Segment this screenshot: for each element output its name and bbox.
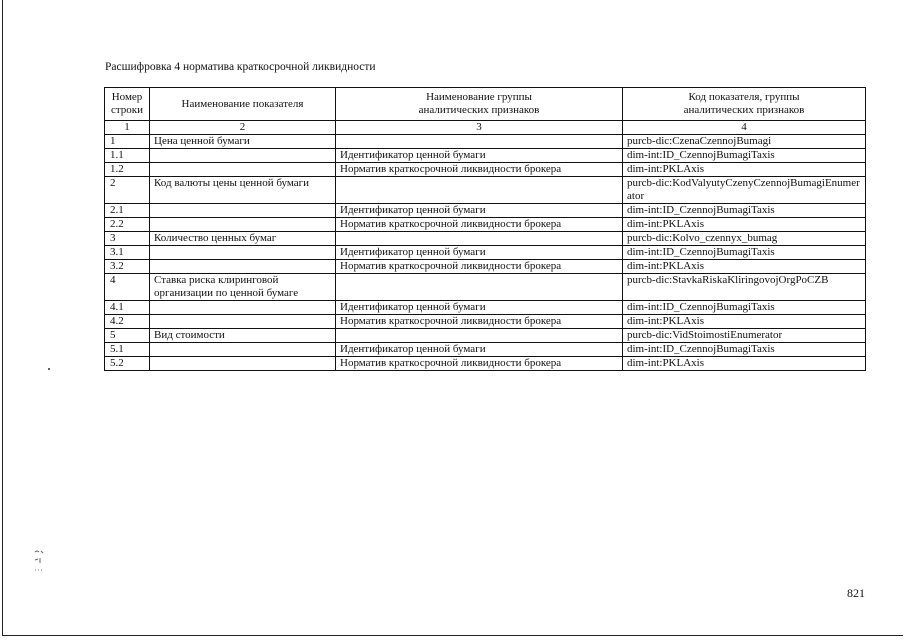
row-number-cell: 5.2 [105, 357, 150, 371]
row-number-cell: 3.1 [105, 246, 150, 260]
table-row [105, 315, 866, 329]
column-numbers-row [105, 121, 866, 135]
table-row [105, 301, 866, 315]
row-number-cell: 5.1 [105, 343, 150, 357]
document-title: Расшифровка 4 норматива краткосрочной ликвидности [105, 61, 376, 73]
indicator-name-cell [150, 315, 336, 329]
margin-mark [33, 549, 47, 579]
indicator-name-cell [150, 149, 336, 163]
group-name-cell: Идентификатор ценной бумаги [336, 149, 623, 163]
table-row [105, 204, 866, 218]
header-code: Код показателя, группы аналитических признаков [623, 88, 866, 121]
header-row-number: Номер строки [105, 88, 150, 121]
group-name-cell [336, 177, 623, 204]
row-number-cell: 2.1 [105, 204, 150, 218]
row-number-cell: 1.1 [105, 149, 150, 163]
code-cell: dim-int:ID_CzennojBumagiTaxis [623, 204, 866, 218]
indicator-name-cell: Количество ценных бумаг [150, 232, 336, 246]
table-row [105, 343, 866, 357]
row-number-cell: 4.1 [105, 301, 150, 315]
column-number: 3 [336, 121, 623, 135]
row-number-cell: 3 [105, 232, 150, 246]
column-number: 1 [105, 121, 150, 135]
group-name-cell: Идентификатор ценной бумаги [336, 301, 623, 315]
code-cell: dim-int:PKLAxis [623, 315, 866, 329]
row-number-cell: 3.2 [105, 260, 150, 274]
code-cell: purcb-dic:CzenaCzennojBumagi [623, 135, 866, 149]
group-name-cell: Норматив краткосрочной ликвидности брокера [336, 218, 623, 232]
table-row [105, 260, 866, 274]
code-cell: dim-int:PKLAxis [623, 218, 866, 232]
row-number-cell: 4 [105, 274, 150, 301]
table-row [105, 163, 866, 177]
header-group-name: Наименование группы аналитических признаков [336, 88, 623, 121]
group-name-cell: Норматив краткосрочной ликвидности брокера [336, 315, 623, 329]
table-row [105, 218, 866, 232]
row-number-cell: 4.2 [105, 315, 150, 329]
table-row [105, 135, 866, 149]
indicator-name-cell [150, 301, 336, 315]
table-row [105, 149, 866, 163]
indicator-name-cell [150, 246, 336, 260]
row-number-cell: 2.2 [105, 218, 150, 232]
column-number: 2 [150, 121, 336, 135]
code-cell: purcb-dic:Kolvo_czennyx_bumag [623, 232, 866, 246]
scan-speck [48, 368, 50, 370]
indicator-name-cell [150, 163, 336, 177]
code-cell: dim-int:ID_CzennojBumagiTaxis [623, 343, 866, 357]
table-row [105, 274, 866, 301]
indicator-name-cell: Ставка риска клиринговой организации по ценной бумаге [150, 274, 336, 301]
code-cell: purcb-dic:StavkaRiskaKliringovojOrgPoCZB [623, 274, 866, 301]
row-number-cell: 1.2 [105, 163, 150, 177]
indicator-name-cell [150, 343, 336, 357]
row-number-cell: 2 [105, 177, 150, 204]
code-cell: purcb-dic:KodValyutyCzenyCzennojBumagiEnumerator [623, 177, 866, 204]
indicator-name-cell [150, 357, 336, 371]
code-cell: purcb-dic:VidStoimostiEnumerator [623, 329, 866, 343]
indicator-name-cell: Код валюты цены ценной бумаги [150, 177, 336, 204]
group-name-cell: Норматив краткосрочной ликвидности брокера [336, 357, 623, 371]
liquidity-table [104, 87, 866, 371]
group-name-cell [336, 329, 623, 343]
code-cell: dim-int:PKLAxis [623, 260, 866, 274]
table-body [105, 135, 866, 371]
column-number: 4 [623, 121, 866, 135]
table-row [105, 232, 866, 246]
table-row [105, 357, 866, 371]
indicator-name-cell [150, 204, 336, 218]
table-row [105, 329, 866, 343]
group-name-cell: Идентификатор ценной бумаги [336, 246, 623, 260]
indicator-name-cell [150, 260, 336, 274]
indicator-name-cell: Цена ценной бумаги [150, 135, 336, 149]
table-row [105, 246, 866, 260]
code-cell: dim-int:ID_CzennojBumagiTaxis [623, 149, 866, 163]
header-indicator-name: Наименование показателя [150, 88, 336, 121]
row-number-cell: 1 [105, 135, 150, 149]
code-cell: dim-int:PKLAxis [623, 163, 866, 177]
code-cell: dim-int:ID_CzennojBumagiTaxis [623, 246, 866, 260]
group-name-cell: Идентификатор ценной бумаги [336, 204, 623, 218]
row-number-cell: 5 [105, 329, 150, 343]
code-cell: dim-int:PKLAxis [623, 357, 866, 371]
group-name-cell: Идентификатор ценной бумаги [336, 343, 623, 357]
page-number: 821 [847, 586, 865, 600]
table-header-row [105, 88, 866, 121]
indicator-name-cell: Вид стоимости [150, 329, 336, 343]
code-cell: dim-int:ID_CzennojBumagiTaxis [623, 301, 866, 315]
group-name-cell [336, 232, 623, 246]
group-name-cell [336, 274, 623, 301]
group-name-cell [336, 135, 623, 149]
table-row [105, 177, 866, 204]
indicator-name-cell [150, 218, 336, 232]
group-name-cell: Норматив краткосрочной ликвидности брокера [336, 163, 623, 177]
group-name-cell: Норматив краткосрочной ликвидности брокера [336, 260, 623, 274]
